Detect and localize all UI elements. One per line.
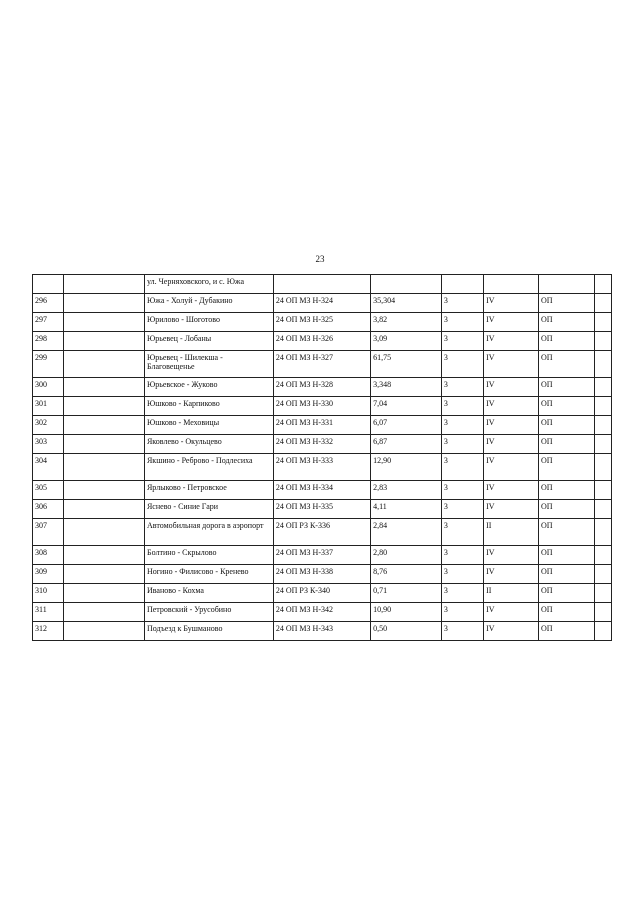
cell-blank — [63, 546, 144, 565]
cell-length: 35,304 — [371, 294, 442, 313]
cell-code: 24 ОП МЗ Н-338 — [273, 565, 370, 584]
cell-blank — [63, 435, 144, 454]
cell-class: II — [484, 584, 539, 603]
cell-class: IV — [484, 481, 539, 500]
cell-length: 61,75 — [371, 351, 442, 378]
cell-significance — [539, 275, 595, 294]
cell-name: Юшково - Меховицы — [144, 416, 273, 435]
cell-code: 24 ОП МЗ Н-333 — [273, 454, 370, 481]
cell-category: 3 — [441, 584, 483, 603]
cell-blank — [63, 313, 144, 332]
cell-num: 310 — [33, 584, 64, 603]
cell-num: 305 — [33, 481, 64, 500]
cell-category: 3 — [441, 294, 483, 313]
cell-name: Юрилово - Шоготово — [144, 313, 273, 332]
cell-blank — [63, 294, 144, 313]
table-row — [33, 435, 612, 454]
cell-class: IV — [484, 351, 539, 378]
cell-end — [595, 378, 612, 397]
cell-name: Якшино - Реброво - Подлесиха — [144, 454, 273, 481]
cell-length: 7,04 — [371, 397, 442, 416]
table-row — [33, 332, 612, 351]
cell-category: 3 — [441, 622, 483, 641]
cell-category: 3 — [441, 397, 483, 416]
cell-name: Ярлыково - Петровское — [144, 481, 273, 500]
cell-num: 301 — [33, 397, 64, 416]
cell-length: 6,87 — [371, 435, 442, 454]
cell-code: 24 ОП МЗ Н-332 — [273, 435, 370, 454]
cell-class: IV — [484, 397, 539, 416]
page-number: 23 — [315, 254, 325, 264]
cell-num: 311 — [33, 603, 64, 622]
table-row — [33, 584, 612, 603]
cell-end — [595, 481, 612, 500]
table-row — [33, 565, 612, 584]
cell-num: 298 — [33, 332, 64, 351]
table-row — [33, 519, 612, 546]
table-row-continuation — [33, 275, 612, 294]
cell-code: 24 ОП МЗ Н-324 — [273, 294, 370, 313]
cell-end — [595, 584, 612, 603]
cell-class: IV — [484, 416, 539, 435]
table-row — [33, 397, 612, 416]
cell-significance: ОП — [539, 435, 595, 454]
cell-end — [595, 416, 612, 435]
cell-significance: ОП — [539, 397, 595, 416]
cell-class: IV — [484, 332, 539, 351]
cell-code: 24 ОП МЗ Н-334 — [273, 481, 370, 500]
cell-significance: ОП — [539, 313, 595, 332]
cell-end — [595, 622, 612, 641]
table-row — [33, 622, 612, 641]
cell-end — [595, 332, 612, 351]
cell-blank — [63, 332, 144, 351]
cell-category: 3 — [441, 500, 483, 519]
cell-blank — [63, 500, 144, 519]
cell-end — [595, 351, 612, 378]
cell-name: Автомобильная дорога в аэропорт — [144, 519, 273, 546]
cell-significance: ОП — [539, 603, 595, 622]
cell-length: 6,07 — [371, 416, 442, 435]
cell-class: II — [484, 519, 539, 546]
cell-class: IV — [484, 622, 539, 641]
cell-blank — [63, 519, 144, 546]
cell-class: IV — [484, 313, 539, 332]
cell-length: 2,84 — [371, 519, 442, 546]
cell-num: 303 — [33, 435, 64, 454]
cell-name: Петровский - Урусобино — [144, 603, 273, 622]
cell-blank — [63, 454, 144, 481]
cell-length — [371, 275, 442, 294]
cell-num: 308 — [33, 546, 64, 565]
cell-name: Южа - Холуй - Дубакино — [144, 294, 273, 313]
cell-category: 3 — [441, 435, 483, 454]
cell-code: 24 ОП МЗ Н-328 — [273, 378, 370, 397]
cell-end — [595, 565, 612, 584]
cell-category: 3 — [441, 378, 483, 397]
cell-blank — [63, 481, 144, 500]
cell-end — [595, 275, 612, 294]
cell-code: 24 ОП МЗ Н-327 — [273, 351, 370, 378]
cell-name: Болтино - Скрылово — [144, 546, 273, 565]
cell-blank — [63, 603, 144, 622]
cell-end — [595, 546, 612, 565]
cell-name: Подъезд к Бушманово — [144, 622, 273, 641]
cell-end — [595, 435, 612, 454]
cell-code: 24 ОП МЗ Н-331 — [273, 416, 370, 435]
cell-num: 306 — [33, 500, 64, 519]
table-row — [33, 603, 612, 622]
cell-name: Яснево - Синие Гари — [144, 500, 273, 519]
cell-class: IV — [484, 294, 539, 313]
cell-num: 307 — [33, 519, 64, 546]
cell-significance: ОП — [539, 378, 595, 397]
cell-name: Яковлево - Окульцево — [144, 435, 273, 454]
cell-end — [595, 397, 612, 416]
cell-significance: ОП — [539, 622, 595, 641]
roads-table — [32, 274, 612, 641]
cell-category: 3 — [441, 603, 483, 622]
cell-class: IV — [484, 565, 539, 584]
cell-name: Ногино - Филисово - Кренево — [144, 565, 273, 584]
cell-num — [33, 275, 64, 294]
cell-blank — [63, 565, 144, 584]
cell-blank — [63, 584, 144, 603]
cell-class: IV — [484, 603, 539, 622]
cell-class: IV — [484, 454, 539, 481]
cell-significance: ОП — [539, 481, 595, 500]
cell-category: 3 — [441, 546, 483, 565]
cell-blank — [63, 275, 144, 294]
cell-class: IV — [484, 435, 539, 454]
cell-significance: ОП — [539, 416, 595, 435]
cell-length: 0,71 — [371, 584, 442, 603]
cell-end — [595, 313, 612, 332]
cell-length: 3,348 — [371, 378, 442, 397]
cell-significance: ОП — [539, 546, 595, 565]
cell-name: Юрьевское - Жуково — [144, 378, 273, 397]
cell-length: 3,09 — [371, 332, 442, 351]
cell-category: 3 — [441, 519, 483, 546]
cell-significance: ОП — [539, 454, 595, 481]
cell-code: 24 ОП МЗ Н-330 — [273, 397, 370, 416]
cell-num: 312 — [33, 622, 64, 641]
cell-length: 0,50 — [371, 622, 442, 641]
table-row — [33, 481, 612, 500]
table-row — [33, 351, 612, 378]
cell-name: Иваново - Кохма — [144, 584, 273, 603]
cell-end — [595, 500, 612, 519]
cell-code: 24 ОП МЗ Н-335 — [273, 500, 370, 519]
cell-class: IV — [484, 546, 539, 565]
cell-category: 3 — [441, 565, 483, 584]
cell-num: 297 — [33, 313, 64, 332]
cell-blank — [63, 351, 144, 378]
cell-name: Юрьевец - Лобаны — [144, 332, 273, 351]
cell-category: 3 — [441, 481, 483, 500]
table-row — [33, 294, 612, 313]
cell-end — [595, 603, 612, 622]
table-row — [33, 454, 612, 481]
cell-length: 3,82 — [371, 313, 442, 332]
cell-class: IV — [484, 500, 539, 519]
cell-significance: ОП — [539, 500, 595, 519]
cell-length: 2,83 — [371, 481, 442, 500]
cell-category: 3 — [441, 313, 483, 332]
cell-num: 296 — [33, 294, 64, 313]
cell-blank — [63, 416, 144, 435]
cell-num: 299 — [33, 351, 64, 378]
cell-end — [595, 294, 612, 313]
table-row — [33, 546, 612, 565]
cell-name: ул. Черняховского, и с. Южа — [144, 275, 273, 294]
cell-category: 3 — [441, 332, 483, 351]
table-row — [33, 378, 612, 397]
cell-code: 24 ОП РЗ К-340 — [273, 584, 370, 603]
cell-significance: ОП — [539, 519, 595, 546]
table-row — [33, 416, 612, 435]
cell-code — [273, 275, 370, 294]
cell-code: 24 ОП МЗ Н-342 — [273, 603, 370, 622]
cell-length: 2,80 — [371, 546, 442, 565]
cell-code: 24 ОП МЗ Н-326 — [273, 332, 370, 351]
cell-end — [595, 519, 612, 546]
cell-category — [441, 275, 483, 294]
cell-name: Юшково - Карпиково — [144, 397, 273, 416]
cell-num: 304 — [33, 454, 64, 481]
cell-significance: ОП — [539, 332, 595, 351]
cell-category: 3 — [441, 454, 483, 481]
cell-num: 302 — [33, 416, 64, 435]
cell-significance: ОП — [539, 565, 595, 584]
cell-name: Юрьевец - Шилекша - Благовещенье — [144, 351, 273, 378]
cell-length: 8,76 — [371, 565, 442, 584]
cell-length: 4,11 — [371, 500, 442, 519]
cell-code: 24 ОП МЗ Н-325 — [273, 313, 370, 332]
cell-code: 24 ОП РЗ К-336 — [273, 519, 370, 546]
cell-num: 309 — [33, 565, 64, 584]
cell-end — [595, 454, 612, 481]
table-row — [33, 313, 612, 332]
cell-code: 24 ОП МЗ Н-343 — [273, 622, 370, 641]
cell-length: 10,90 — [371, 603, 442, 622]
cell-code: 24 ОП МЗ Н-337 — [273, 546, 370, 565]
cell-length: 12,90 — [371, 454, 442, 481]
cell-significance: ОП — [539, 351, 595, 378]
cell-class: IV — [484, 378, 539, 397]
cell-significance: ОП — [539, 584, 595, 603]
cell-category: 3 — [441, 351, 483, 378]
cell-blank — [63, 378, 144, 397]
cell-category: 3 — [441, 416, 483, 435]
cell-blank — [63, 397, 144, 416]
cell-significance: ОП — [539, 294, 595, 313]
cell-class — [484, 275, 539, 294]
table-row — [33, 500, 612, 519]
cell-blank — [63, 622, 144, 641]
cell-num: 300 — [33, 378, 64, 397]
